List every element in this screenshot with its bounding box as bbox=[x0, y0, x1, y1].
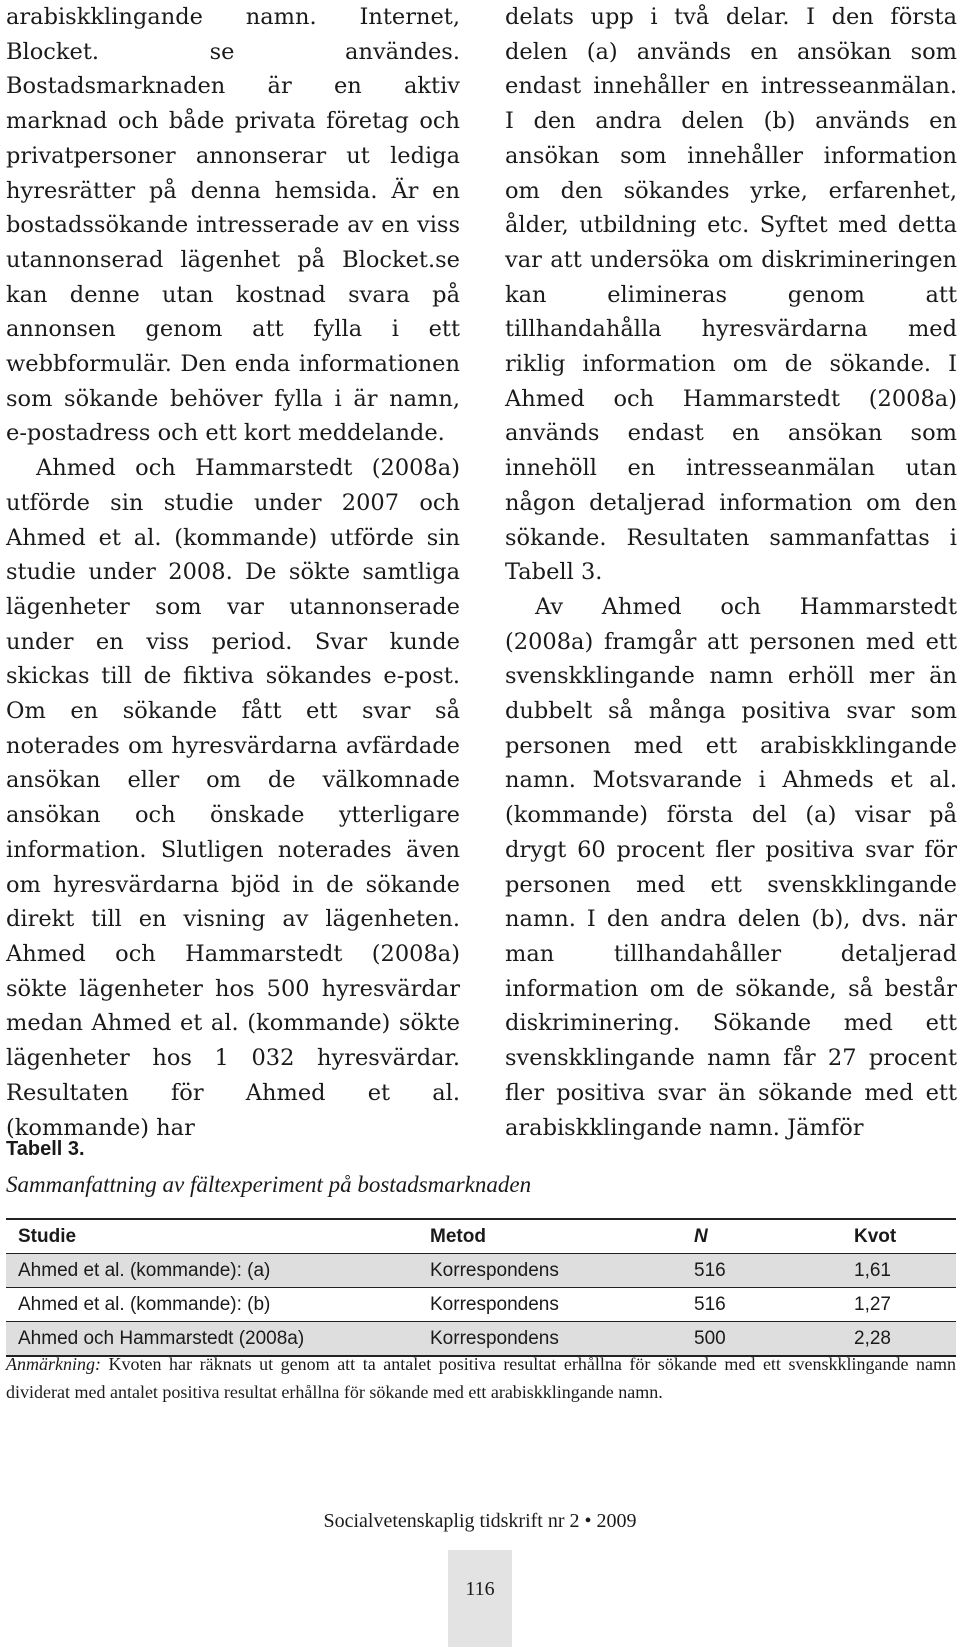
table bbox=[6, 1218, 956, 1357]
cell-studie: Ahmed et al. (kommande): (b) bbox=[18, 1293, 271, 1315]
journal-footer: Socialvetenskaplig tidskrift nr 2 • 2009 bbox=[323, 1510, 637, 1532]
cell-n: 500 bbox=[694, 1327, 726, 1349]
cell-n: 516 bbox=[694, 1259, 726, 1281]
paragraph: delats upp i två delar. I den första delen (a) används en ansökan som endast innehåller en intresseanmälan. I den andra delen (b) används en ansökan som innehåller information om den sökandes yrke, erfarenhet, ålder, utbildning etc. Syftet med detta var att undersöka om diskrimineringen kan elimineras genom att tillhandahålla hyresvärdarna med riklig information om de sökande. I Ahmed och Hammarstedt (2008a) används endast en ansökan som innehöll en intresseanmälan utan någon detaljerad information om den sökande. Resultaten sammanfattas i Tabell 3. bbox=[505, 4, 957, 586]
cell-studie: Ahmed et al. (kommande): (a) bbox=[18, 1259, 271, 1281]
table-label: Tabell 3. bbox=[6, 1138, 85, 1160]
table-row bbox=[6, 1254, 956, 1288]
table-note bbox=[6, 1350, 956, 1406]
cell-metod: Korrespondens bbox=[430, 1293, 559, 1315]
cell-kvot: 1,27 bbox=[854, 1293, 891, 1315]
header-metod: Metod bbox=[430, 1225, 486, 1247]
header-kvot: Kvot bbox=[854, 1225, 897, 1247]
paragraph: Ahmed och Hammarstedt (2008a) utförde sin studie under 2007 och Ahmed et al. (kommande) utförde sin studie under 2008. De sökte samtliga lägenheter som var utannonserade under en viss period. Svar kunde skickas till de fiktiva sökandes e-post. Om en sökande fått ett svar så noterades om hyresvärdarna avfärdade ansökan eller om de välkomnade ansökan och önskade ytterligare information. Slutligen noterades även om hyresvärdarna bjöd in de sökande direkt till en visning av lägenheten. Ahmed och Hammarstedt (2008a) sökte lägenheter hos 500 hyresvärdar medan Ahmed et al. (kommande) sökte lägenheter hos 1 032 hyresvärdar. Resultaten för Ahmed et al. (kommande) har bbox=[6, 455, 460, 1141]
cell-studie: Ahmed och Hammarstedt (2008a) bbox=[18, 1327, 305, 1349]
summary-table bbox=[6, 1218, 956, 1357]
cell-metod: Korrespondens bbox=[430, 1259, 559, 1281]
left-text-column bbox=[6, 0, 460, 1145]
cell-metod: Korrespondens bbox=[430, 1327, 559, 1349]
cell-n: 516 bbox=[694, 1293, 726, 1315]
table-note-text: Kvoten har räknats ut genom att ta antalet positiva resultat erhållna för sökande med ett svenskklingande namn dividerat med antalet positiva resultat erhållna för sökande med ett arabiskklingande namn. bbox=[6, 1354, 956, 1402]
cell-kvot: 1,61 bbox=[854, 1259, 891, 1281]
header-n: N bbox=[694, 1225, 708, 1247]
table-header-row bbox=[6, 1219, 956, 1254]
page-number: 116 bbox=[465, 1578, 495, 1600]
paragraph: Av Ahmed och Hammarstedt (2008a) framgår att personen med ett svenskklingande namn erhöll mer än dubbelt så många positiva svar som personen med ett arabiskklingande namn. Motsvarande i Ahmeds et al. (kommande) första del (a) visar på drygt 60 procent fler positiva svar för personen med ett svenskklingande namn. I den andra delen (b), dvs. när man tillhandahåller detaljerad information om de sökande, så består diskriminering. Sökande med ett svenskklingande namn får 27 procent fler positiva svar än sökande med ett arabiskklingande namn. Jämför bbox=[505, 593, 957, 1141]
table-note-lead: Anmärkning: bbox=[6, 1354, 101, 1374]
header-studie: Studie bbox=[18, 1225, 77, 1247]
table-row bbox=[6, 1288, 956, 1322]
table-caption: Sammanfattning av fältexperiment på bostadsmarknaden bbox=[6, 1172, 532, 1197]
paragraph: arabiskklingande namn. Internet, Blocket. se användes. Bostadsmarknaden är en aktiv marknad och både privata företag och privatpersoner annonserar ut lediga hyresrätter på denna hemsida. Är en bostadssökande intresserade av en viss utannonserad lägenhet på Blocket.se kan denne utan kostnad svara på annonsen genom att fylla i ett webbformulär. Den enda informationen som sökande behöver fylla i är namn, e-postadress och ett kort meddelande. bbox=[6, 4, 460, 447]
cell-kvot: 2,28 bbox=[854, 1327, 891, 1349]
right-text-column bbox=[505, 0, 957, 1145]
